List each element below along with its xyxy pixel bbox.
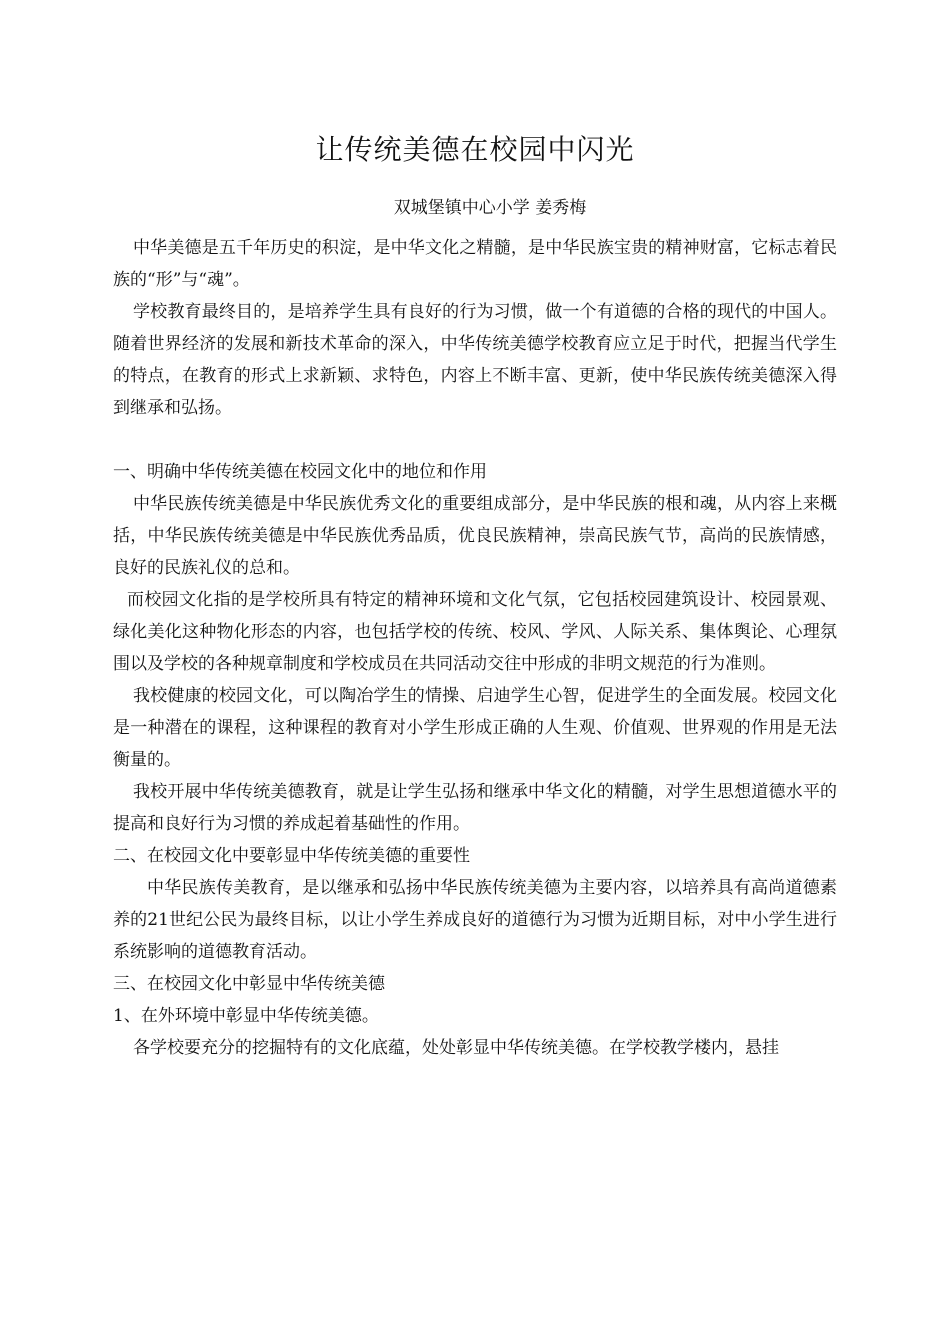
paragraph-section1-1: 中华民族传统美德是中华民族优秀文化的重要组成部分，是中华民族的根和魂，从内容上来概括，中华民族传统美德是中华民族优秀品质，优良民族精神，崇高民族气节，高尚的民族情感，良好的民族礼仪的总和。 (113, 494, 837, 578)
subsection-heading-1: 1、在外环境中彰显中华传统美德。 (113, 1006, 379, 1026)
document-title: 让传统美德在校园中闪光 (315, 133, 635, 166)
paragraph-intro-1: 中华美德是五千年历史的积淀，是中华文化之精髓，是中华民族宝贵的精神财富，它标志着民族的“形”与“魂”。 (113, 238, 837, 290)
paragraph-section3-1: 各学校要充分的挖掘特有的文化底蕴，处处彰显中华传统美德。在学校教学楼内，悬挂 (133, 1038, 779, 1058)
paragraph-section1-2: 而校园文化指的是学校所具有特定的精神环境和文化气氛，它包括校园建筑设计、校园景观、绿化美化这种物化形态的内容，也包括学校的传统、校风、学风、人际关系、集体舆论、心理氛围以及学校的各种规章制度和学校成员在共同活动交往中形成的非明文规范的行为准则。 (113, 590, 837, 674)
paragraph-section1-3: 我校健康的校园文化，可以陶冶学生的情操、启迪学生心智，促进学生的全面发展。校园文化是一种潜在的课程，这种课程的教育对小学生形成正确的人生观、价值观、世界观的作用是无法衡量的。 (113, 686, 837, 770)
section-heading-2: 二、在校园文化中要彰显中华传统美德的重要性 (113, 846, 470, 866)
author-byline: 双城堡镇中心小学 姜秀梅 (393, 198, 587, 218)
document-page (113, 128, 837, 1064)
section-heading-3: 三、在校园文化中彰显中华传统美德 (113, 974, 385, 994)
paragraph-intro-2: 学校教育最终目的，是培养学生具有良好的行为习惯，做一个有道德的合格的现代的中国人。随着世界经济的发展和新技术革命的深入，中华传统美德学校教育应立足于时代，把握当代学生的特点，在教育的形式上求新颖、求特色，内容上不断丰富、更新，使中华民族传统美德深入得到继承和弘扬。 (113, 302, 837, 418)
section-heading-1: 一、明确中华传统美德在校园文化中的地位和作用 (113, 462, 487, 482)
paragraph-section1-4: 我校开展中华传统美德教育，就是让学生弘扬和继承中华文化的精髓，对学生思想道德水平的提高和良好行为习惯的养成起着基础性的作用。 (113, 782, 837, 834)
paragraph-section2-1: 中华民族传美教育，是以继承和弘扬中华民族传统美德为主要内容，以培养具有高尚道德素养的21世纪公民为最终目标，以让小学生养成良好的道德行为习惯为近期目标，对中小学生进行系统影响的道德教育活动。 (113, 878, 837, 962)
spacer (113, 424, 837, 456)
